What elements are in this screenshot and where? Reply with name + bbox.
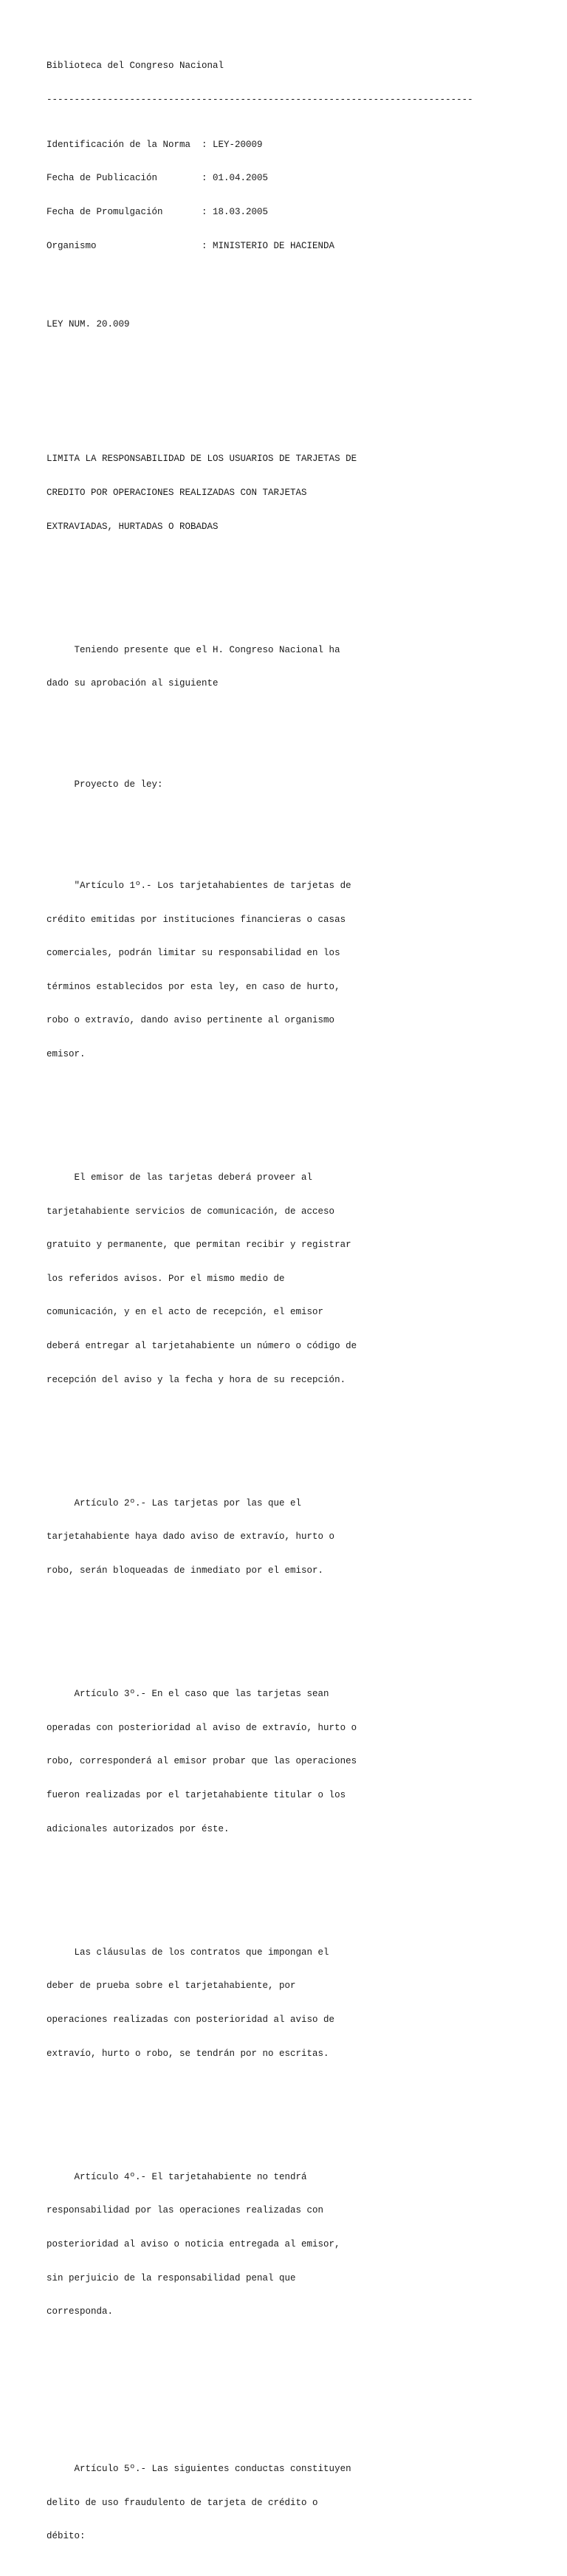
paragraph-line: deberá entregar al tarjetahabiente un número o código de [47, 1341, 357, 1352]
spacer [47, 1880, 556, 1891]
article-1-paragraph-1 [47, 858, 556, 1083]
paragraph-line: Artículo 2º.- Las tarjetas por las que el [47, 1497, 302, 1509]
title-line: EXTRAVIADAS, HURTADAS O ROBADAS [47, 521, 219, 532]
spacer [47, 1431, 556, 1442]
spacer [47, 2396, 556, 2408]
meta-value: : 18.03.2005 [202, 206, 269, 217]
paragraph-line: emisor. [47, 1048, 86, 1059]
paragraph-line: crédito emitidas por instituciones financieras o casas [47, 914, 346, 925]
meta-row-identificacion [47, 140, 556, 151]
paragraph-line: extravío, hurto o robo, se tendrán por no escritas. [47, 2048, 329, 2059]
paragraph-line: deber de prueba sobre el tarjetahabiente, por [47, 1981, 296, 1992]
paragraph-line: operaciones realizadas con posterioridad al aviso de [47, 2015, 335, 2026]
paragraph-line: dado su aprobación al siguiente [47, 678, 219, 689]
intro-paragraph [47, 622, 556, 712]
spacer [47, 578, 556, 589]
paragraph-line: adicionales autorizados por éste. [47, 1823, 230, 1834]
meta-key: Organismo [47, 240, 97, 251]
spacer [47, 285, 556, 296]
paragraph-line: robo o extravío, dando aviso pertinente al organismo [47, 1015, 335, 1026]
paragraph-line: delito de uso fraudulento de tarjeta de crédito o [47, 2497, 318, 2508]
paragraph-line: corresponda. [47, 2306, 114, 2317]
paragraph-line: Artículo 5º.- Las siguientes conductas constituyen [47, 2464, 351, 2474]
paragraph-line: El emisor de las tarjetas deberá proveer al [47, 1172, 313, 1183]
article-2 [47, 1475, 556, 1599]
paragraph-line: tarjetahabiente servicios de comunicación, de acceso [47, 1206, 335, 1217]
paragraph-line: responsabilidad por las operaciones realizadas con [47, 2205, 324, 2216]
law-number: LEY NUM. 20.009 [47, 318, 130, 329]
paragraph-line: Las cláusulas de los contratos que impongan el [47, 1947, 329, 1958]
paragraph-line: términos establecidos por esta ley, en caso de hurto, [47, 981, 340, 992]
meta-value: : MINISTERIO DE HACIENDA [202, 240, 335, 251]
meta-row-promulgacion [47, 207, 556, 218]
paragraph-line: posterioridad al aviso o noticia entregada al emisor, [47, 2239, 340, 2250]
article-4 [47, 2149, 556, 2340]
title-line: CREDITO POR OPERACIONES REALIZADAS CON TARJETAS [47, 487, 307, 498]
law-document [47, 38, 556, 2576]
paragraph-line: comerciales, podrán limitar su responsabilidad en los [47, 948, 340, 959]
paragraph-line: Teniendo presente que el H. Congreso Nacional ha [47, 644, 340, 655]
meta-value: : 01.04.2005 [202, 173, 269, 184]
spacer [47, 353, 556, 364]
proyecto-heading: Proyecto de ley: [47, 779, 163, 790]
paragraph-line: Artículo 3º.- En el caso que las tarjetas sean [47, 1689, 329, 1700]
paragraph-line: los referidos avisos. Por el mismo medio de [47, 1273, 285, 1284]
article-5 [47, 2442, 556, 2565]
paragraph-line: comunicación, y en el acto de recepción, el emisor [47, 1307, 324, 1318]
paragraph-line: "Artículo 1º.- Los tarjetahabientes de tarjetas de [47, 880, 351, 891]
law-title [47, 431, 556, 555]
paragraph-line: gratuito y permanente, que permitan recibir y registrar [47, 1240, 351, 1251]
spacer [47, 2363, 556, 2374]
article-1-paragraph-2 [47, 1150, 556, 1409]
article-3-paragraph-1 [47, 1667, 556, 1857]
meta-key: Identificación de la Norma [47, 139, 191, 150]
paragraph-line: fueron realizadas por el tarjetahabiente titular o los [47, 1790, 346, 1801]
title-line: LIMITA LA RESPONSABILIDAD DE LOS USUARIOS DE TARJETAS DE [47, 454, 357, 465]
spacer [47, 1622, 556, 1633]
meta-key: Fecha de Publicación [47, 173, 158, 184]
library-name: Biblioteca del Congreso Nacional [47, 61, 224, 72]
meta-row-publicacion [47, 173, 556, 184]
meta-value: : LEY-20009 [202, 139, 263, 150]
paragraph-line: sin perjuicio de la responsabilidad penal que [47, 2272, 296, 2283]
paragraph-line: Artículo 4º.- El tarjetahabiente no tendrá [47, 2171, 307, 2182]
article-3-paragraph-2 [47, 1924, 556, 2082]
paragraph-line: débito: [47, 2531, 86, 2542]
spacer [47, 813, 556, 824]
header-rule: ----------------------------------------------------------------------------- [47, 95, 473, 105]
paragraph-line: tarjetahabiente haya dado aviso de extravío, hurto o [47, 1531, 335, 1542]
paragraph-line: robo, corresponderá al emisor probar que las operaciones [47, 1756, 357, 1767]
paragraph-line: recepción del aviso y la fecha y hora de su recepción. [47, 1374, 346, 1385]
meta-key: Fecha de Promulgación [47, 206, 163, 217]
spacer [47, 2105, 556, 2116]
paragraph-line: robo, serán bloqueadas de inmediato por el emisor. [47, 1565, 324, 1576]
spacer [47, 1105, 556, 1116]
paragraph-line: operadas con posterioridad al aviso de extravío, hurto o [47, 1722, 357, 1733]
spacer [47, 386, 556, 397]
spacer [47, 734, 556, 745]
meta-row-organismo [47, 241, 556, 252]
